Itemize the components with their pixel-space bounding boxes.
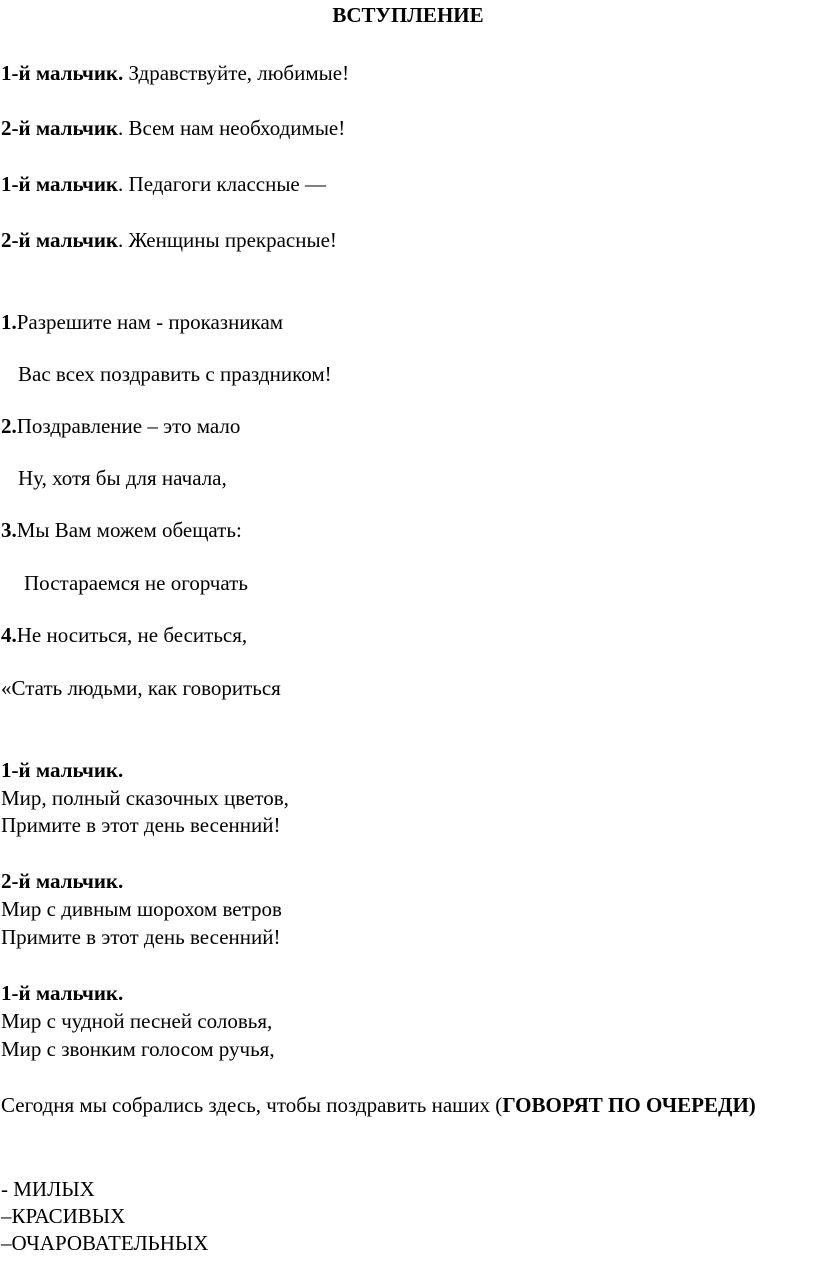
stanza-3-line-1: Мир с чудной песней соловья, <box>1 1009 273 1033</box>
verse-text: Разрешите нам - проказникам <box>16 310 284 334</box>
verse-text: Поздравление – это мало <box>16 414 241 438</box>
dialogue-text: . Всем нам необходимые! <box>118 116 346 140</box>
speaker-label: 2-й мальчик <box>1 116 119 140</box>
list-item: - МИЛЫХ <box>1 1177 95 1201</box>
verse-number: 4. <box>1 623 17 647</box>
list-item: –КРАСИВЫХ <box>1 1204 126 1228</box>
verse-2-line-1 <box>1 413 240 439</box>
stanza-2-line-1: Мир с дивным шорохом ветров <box>1 897 282 921</box>
speaker-label: 1-й мальчик. <box>1 61 124 85</box>
stanza-3-speaker: 1-й мальчик. <box>1 981 124 1005</box>
stanza-1-speaker: 1-й мальчик. <box>1 758 124 782</box>
dialogue-text: . Педагоги классные — <box>118 172 327 196</box>
closing-stage-direction: ГОВОРЯТ ПО ОЧЕРЕДИ) <box>502 1093 756 1117</box>
stanza-1-line-2: Примите в этот день весенний! <box>1 813 281 837</box>
stanza-3-line-2: Мир с звонким голосом ручья, <box>1 1037 275 1061</box>
dialogue-text: Здравствуйте, любимые! <box>123 61 350 85</box>
verse-1-line-2: Вас всех поздравить с праздником! <box>18 362 332 386</box>
verse-2-line-2: Ну, хотя бы для начала, <box>18 466 227 490</box>
verse-number: 2. <box>1 414 17 438</box>
stanza-1-line-1: Мир, полный сказочных цветов, <box>1 786 289 810</box>
verse-1-line-1 <box>1 309 283 335</box>
verse-4-line-2: «Стать людьми, как говориться <box>1 676 281 700</box>
stanza-2-line-2: Примите в этот день весенний! <box>1 925 281 949</box>
verse-number: 3. <box>1 518 17 542</box>
stanza-2-speaker: 2-й мальчик. <box>1 869 124 893</box>
closing-paragraph <box>1 1092 791 1119</box>
list-item: –ОЧАРОВАТЕЛЬНЫХ <box>1 1231 209 1255</box>
dialogue-line-3 <box>1 171 326 197</box>
dialogue-text: . Женщины прекрасные! <box>118 228 337 252</box>
verse-3-line-2: Постараемся не огорчать <box>24 571 248 595</box>
verse-text: Мы Вам можем обещать: <box>16 518 242 542</box>
verse-4-line-1 <box>1 622 247 648</box>
verse-3-line-1 <box>1 517 242 543</box>
verse-text: Не носиться, не беситься, <box>16 623 248 647</box>
document-title: ВСТУПЛЕНИЕ <box>332 3 484 27</box>
speaker-label: 1-й мальчик <box>1 172 119 196</box>
dialogue-line-4 <box>1 227 337 253</box>
closing-text: Сегодня мы собрались здесь, чтобы поздравить наших ( <box>1 1093 503 1117</box>
dialogue-line-2 <box>1 115 345 141</box>
dialogue-line-1 <box>1 60 349 86</box>
verse-number: 1. <box>1 310 17 334</box>
speaker-label: 2-й мальчик <box>1 228 119 252</box>
